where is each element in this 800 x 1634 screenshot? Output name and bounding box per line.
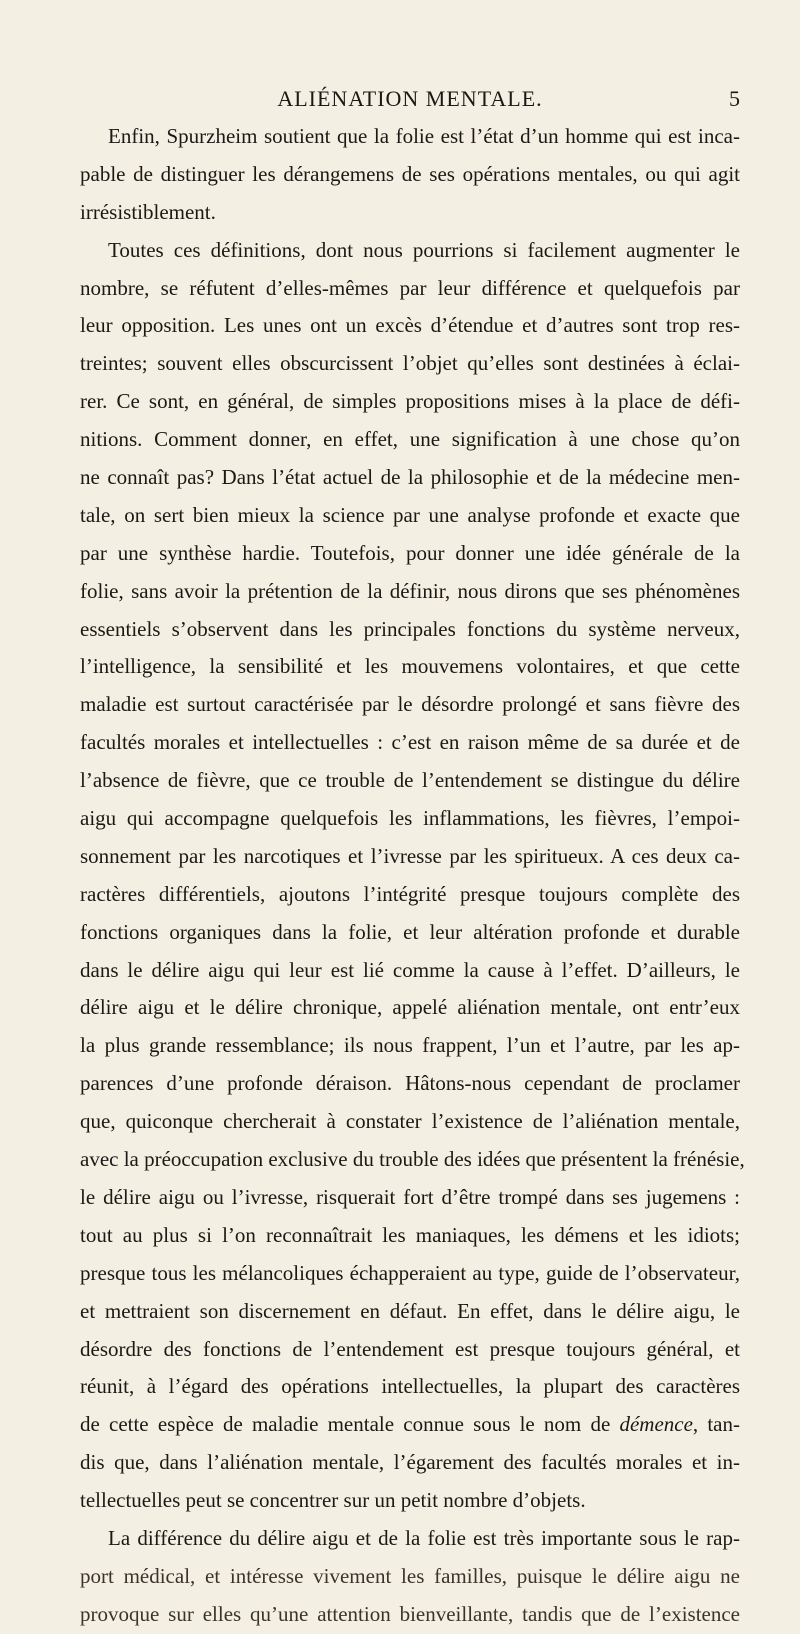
text-segment: , tan-: [692, 1412, 741, 1437]
text-line: parences d’une profonde déraison. Hâtons-nous cependant de proclamer: [80, 1071, 740, 1096]
text-segment: de cette espèce de maladie mentale connue sous le nom de: [80, 1412, 611, 1437]
text-line: nitions. Comment donner, en effet, une signification à une chose qu’on: [80, 427, 740, 452]
text-line: essentiels s’observent dans les principales fonctions du système nerveux,: [80, 616, 740, 641]
text-line: réunit, à l’égard des opérations intellectuelles, la plupart des caractères: [80, 1374, 740, 1399]
running-title: ALIÉNATION MENTALE.: [277, 86, 543, 111]
text-line: folie, sans avoir la prétention de la définir, nous dirons que ses phénomènes: [80, 578, 740, 603]
text-line: facultés morales et intellectuelles : c’est en raison même de sa durée et de: [80, 730, 740, 755]
text-line: dis que, dans l’aliénation mentale, l’égarement des facultés morales et in-: [80, 1450, 740, 1475]
text-line: tout au plus si l’on reconnaîtrait les maniaques, les démens et les idiots;: [80, 1222, 740, 1247]
italic-term: démence: [619, 1412, 693, 1437]
page-header: [80, 84, 740, 114]
text-line: l’intelligence, la sensibilité et les mouvemens volontaires, et que cette: [80, 654, 740, 679]
text-line: port médical, et intéresse vivement les familles, puisque le délire aigu ne: [80, 1563, 740, 1588]
text-line: irrésistiblement.: [80, 199, 216, 224]
text-line: provoque sur elles qu’une attention bienveillante, tandis que de l’existence: [80, 1601, 740, 1626]
text-line: la plus grande ressemblance; ils nous frappent, l’un et l’autre, par les ap-: [80, 1033, 740, 1058]
text-line: délire aigu et le délire chronique, appelé aliénation mentale, ont entr’eux: [80, 995, 740, 1020]
text-line: ractères différentiels, ajoutons l’intégrité presque toujours complète des: [80, 881, 740, 906]
text-line: tale, on sert bien mieux la science par une analyse profonde et exacte que: [80, 502, 740, 527]
text-line: La différence du délire aigu et de la folie est très importante sous le rap-: [108, 1525, 740, 1550]
text-line: leur opposition. Les unes ont un excès d’étendue et d’autres sont trop res-: [80, 313, 740, 338]
text-line: tellectuelles peut se concentrer sur un petit nombre d’objets.: [80, 1488, 586, 1513]
text-line: l’absence de fièvre, que ce trouble de l’entendement se distingue du délire: [80, 768, 740, 793]
text-line: avec la préoccupation exclusive du trouble des idées que présentent la frénésie,: [80, 1147, 745, 1172]
text-line: dans le délire aigu qui leur est lié comme la cause à l’effet. D’ailleurs, le: [80, 957, 740, 982]
text-line: maladie est surtout caractérisée par le désordre prolongé et sans fièvre des: [80, 692, 740, 717]
page-number: 5: [729, 86, 740, 111]
text-line: Toutes ces définitions, dont nous pourrions si facilement augmenter le: [108, 237, 740, 262]
text-line: rer. Ce sont, en général, de simples propositions mises à la place de défi-: [80, 389, 740, 414]
text-line: Enfin, Spurzheim soutient que la folie est l’état d’un homme qui est inca-: [108, 124, 740, 148]
text-line: presque tous les mélancoliques échapperaient au type, guide de l’observateur,: [80, 1260, 740, 1285]
text-line-with-italic: [80, 1406, 740, 1444]
text-line: sonnement par les narcotiques et l’ivresse par les spiritueux. A ces deux ca-: [80, 843, 740, 868]
text-line: ne connaît pas? Dans l’état actuel de la philosophie et de la médecine men-: [80, 465, 740, 490]
text-line: le délire aigu ou l’ivresse, risquerait fort d’être trompé dans ses jugemens :: [80, 1184, 740, 1209]
text-line: pable de distinguer les dérangemens de ses opérations mentales, ou qui agit: [80, 161, 740, 186]
text-line: nombre, se réfutent d’elles-mêmes par leur différence et quelquefois par: [80, 275, 740, 300]
text-line: treintes; souvent elles obscurcissent l’objet qu’elles sont destinées à éclai-: [80, 351, 740, 376]
text-line: et mettraient son discernement en défaut. En effet, dans le délire aigu, le: [80, 1298, 740, 1323]
text-line: par une synthèse hardie. Toutefois, pour donner une idée générale de la: [80, 540, 740, 565]
text-line: fonctions organiques dans la folie, et leur altération profonde et durable: [80, 919, 740, 944]
body-text: [80, 118, 745, 1634]
text-line: aigu qui accompagne quelquefois les inflammations, les fièvres, l’empoi-: [80, 806, 740, 831]
text-line: désordre des fonctions de l’entendement est presque toujours général, et: [80, 1336, 740, 1361]
text-line: que, quiconque chercherait à constater l’existence de l’aliénation mentale,: [80, 1109, 740, 1134]
